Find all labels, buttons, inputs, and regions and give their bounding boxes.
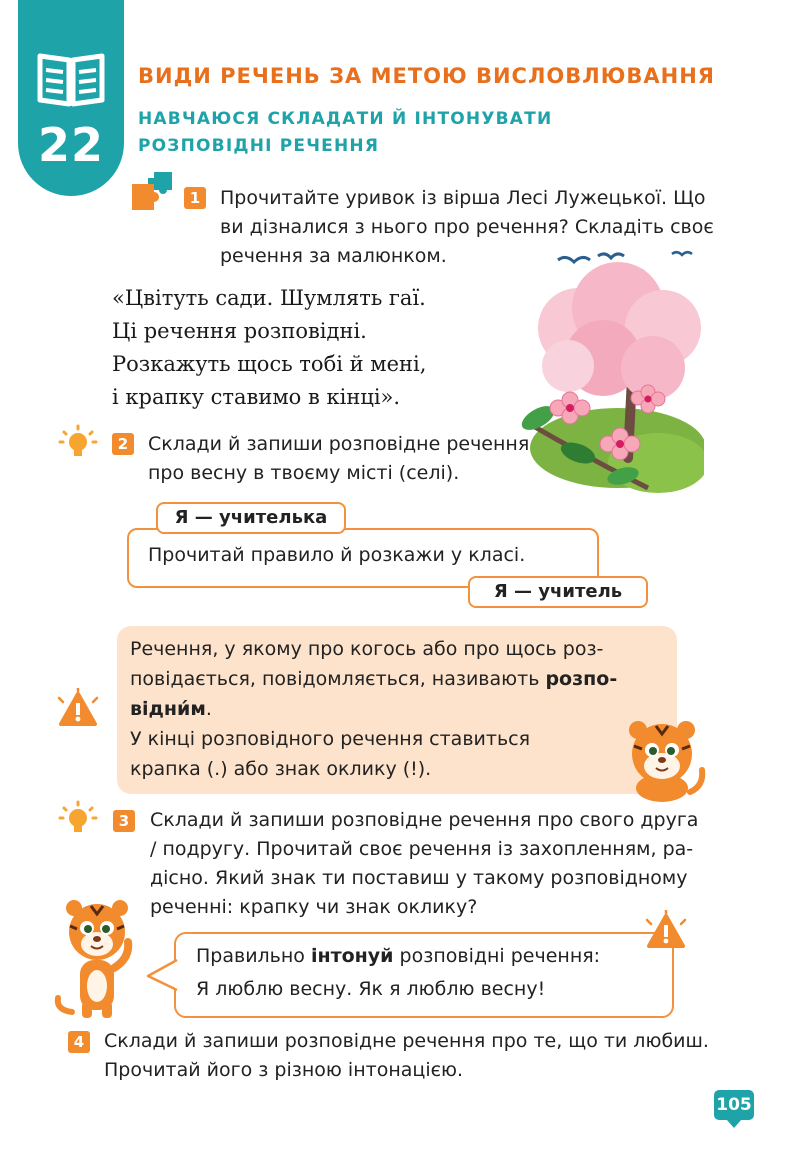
rule-line xyxy=(130,664,660,694)
lesson-tab xyxy=(18,0,124,196)
lesson-subtitle-line: РОЗПОВІДНІ РЕЧЕННЯ xyxy=(138,136,380,156)
role-tag-teacher-female: Я — учителька xyxy=(156,502,346,534)
lesson-title: ВИДИ РЕЧЕНЬ ЗА МЕТОЮ ВИСЛОВЛЮВАННЯ xyxy=(138,64,715,88)
puzzle-icon xyxy=(128,168,176,216)
task-3-line: Склади й запиши розповідне речення про свого друга xyxy=(150,809,699,831)
lesson-subtitle xyxy=(138,106,618,160)
speech-text-plain: розповідні речення: xyxy=(393,945,601,967)
lesson-number: 22 xyxy=(37,118,104,172)
speech-text-plain: Правильно xyxy=(196,945,311,967)
rule-text-plain: . xyxy=(205,698,212,720)
instruction-text: Прочитай правило й розкажи у класі. xyxy=(148,544,526,566)
rule-line: Речення, у якому про когось або про щось роз- xyxy=(130,638,604,660)
rule-text xyxy=(130,634,660,784)
tiger-mascot xyxy=(612,712,708,804)
speech-term: інтонуй xyxy=(310,945,394,967)
lightbulb-icon xyxy=(58,800,98,840)
poem-line: «Цвітуть сади. Шумлять гаї. xyxy=(112,286,426,310)
task-1-line: ви дізналися з нього про речення? Складіть своє xyxy=(220,216,714,238)
lightbulb-icon xyxy=(58,424,98,464)
lesson-subtitle-line: НАВЧАЮСЯ СКЛАДАТИ Й ІНТОНУВАТИ xyxy=(138,109,553,129)
task-3-line: дісно. Який знак ти поставиш у такому розповідному xyxy=(150,867,688,889)
task-1-line: Прочитайте уривок із вірша Лесі Лужецької. Що xyxy=(220,187,706,209)
task-4-line: Прочитай його з різною інтонацією. xyxy=(104,1059,464,1081)
task-2-number: 2 xyxy=(112,433,134,455)
speech-line xyxy=(196,940,600,973)
role-tag-teacher-male: Я — учитель xyxy=(468,576,648,608)
task-4-line: Склади й запиши розповідне речення про те, що ти любиш. xyxy=(104,1030,709,1052)
task-1-number: 1 xyxy=(184,187,206,209)
rule-term: розпо- xyxy=(545,668,618,690)
task-4-number: 4 xyxy=(68,1031,90,1053)
task-2-text xyxy=(148,430,548,488)
poem-line: Ці речення розповідні. xyxy=(112,319,367,343)
task-3-number: 3 xyxy=(113,810,135,832)
speech-line: Я люблю весну. Як я люблю весну! xyxy=(196,978,546,1000)
page-badge-tail xyxy=(726,1119,742,1129)
warning-icon xyxy=(56,688,100,730)
task-1-line: речення за малюнком. xyxy=(220,245,447,267)
book-icon xyxy=(36,50,106,108)
speech-text xyxy=(196,940,600,1006)
rule-line xyxy=(130,694,660,724)
task-3-line: реченні: крапку чи знак оклику? xyxy=(150,896,478,918)
tiger-mascot xyxy=(50,896,146,1022)
warning-icon xyxy=(644,910,688,952)
rule-term: відни́м xyxy=(130,698,206,720)
rule-line: У кінці розповідного речення ставиться xyxy=(130,728,531,750)
poem-line: і крапку ставимо в кінці». xyxy=(112,385,401,409)
task-2-line: Склади й запиши розповідне речення xyxy=(148,433,530,455)
task-4-text xyxy=(104,1027,744,1085)
task-3-text xyxy=(150,806,720,922)
speech-bubble-pointer xyxy=(146,958,178,992)
poem-line: Розкажуть щось тобі й мені, xyxy=(112,352,427,376)
task-2-line: про весну в твоєму місті (селі). xyxy=(148,462,460,484)
rule-text-plain: повідається, повідомляється, називають xyxy=(130,668,546,690)
page-number: 105 xyxy=(714,1090,754,1120)
rule-line: крапка (.) або знак оклику (!). xyxy=(130,758,432,780)
task-3-line: / подругу. Прочитай своє речення із захопленням, ра- xyxy=(150,838,694,860)
poem xyxy=(112,282,532,414)
